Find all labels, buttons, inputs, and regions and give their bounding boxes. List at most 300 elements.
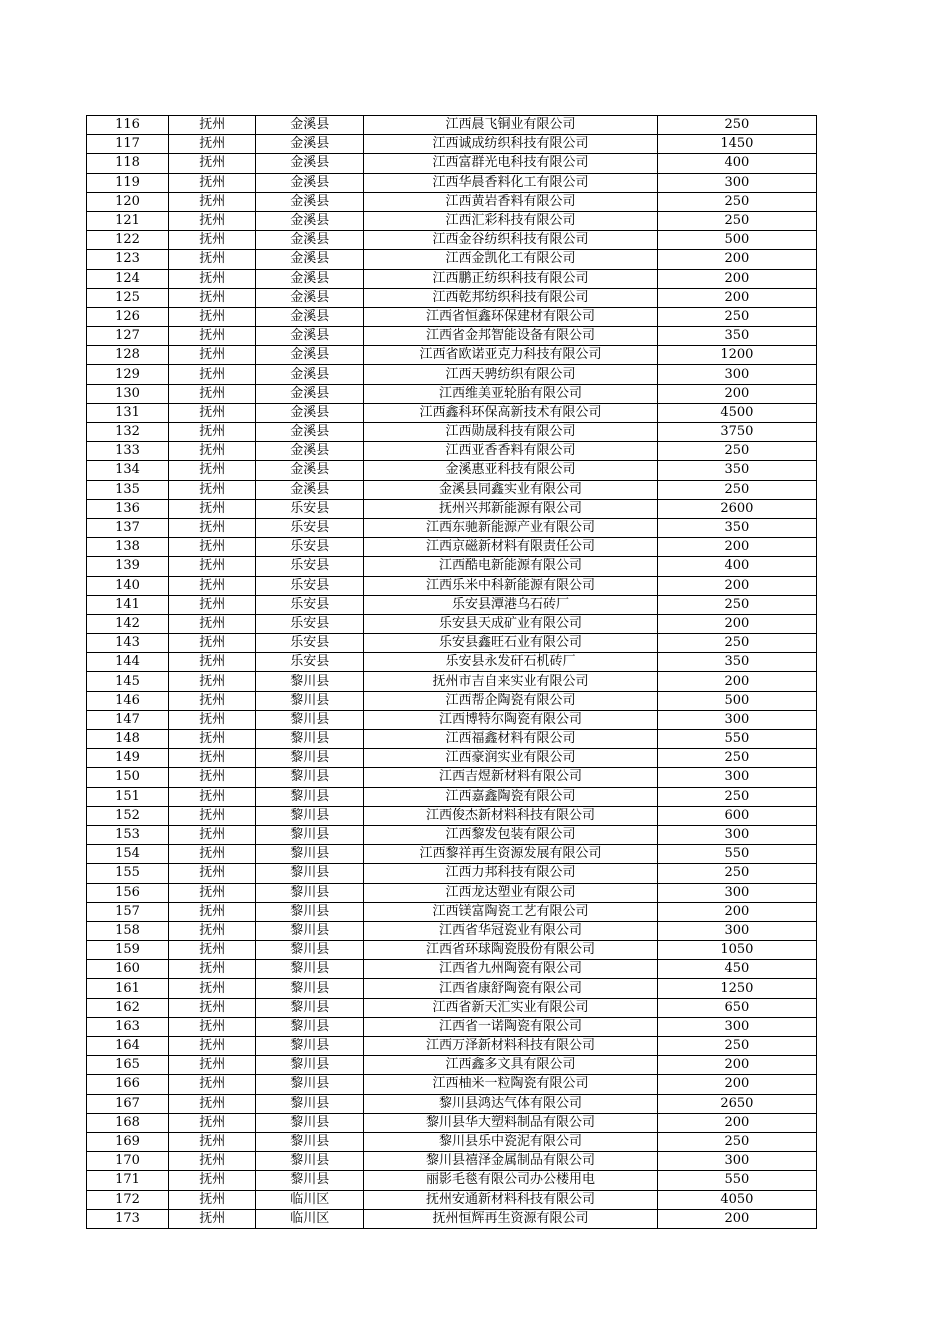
row-number-cell: 159 [87,941,169,960]
value-cell: 2650 [657,1094,816,1113]
city-cell: 抚州 [169,691,256,710]
city-cell: 抚州 [169,614,256,633]
city-cell: 抚州 [169,979,256,998]
city-cell: 抚州 [169,461,256,480]
value-cell: 250 [657,480,816,499]
company-name-cell: 金溪惠亚科技有限公司 [364,461,658,480]
company-name-cell: 江西省金邦智能设备有限公司 [364,327,658,346]
company-name-cell: 江西京磁新材料有限责任公司 [364,538,658,557]
table-row [87,941,817,960]
table-row [87,1171,817,1190]
table-row [87,730,817,749]
county-cell: 乐安县 [256,538,364,557]
value-cell: 200 [657,250,816,269]
company-name-cell: 江西嘉鑫陶瓷有限公司 [364,787,658,806]
county-cell: 黎川县 [256,864,364,883]
table-row [87,1017,817,1036]
table-row [87,691,817,710]
value-cell: 300 [657,825,816,844]
county-cell: 黎川县 [256,1152,364,1171]
company-name-cell: 江西力邦科技有限公司 [364,864,658,883]
city-cell: 抚州 [169,672,256,691]
table-row [87,576,817,595]
table-row [87,365,817,384]
table-row [87,499,817,518]
row-number-cell: 127 [87,327,169,346]
county-cell: 黎川县 [256,806,364,825]
city-cell: 抚州 [169,557,256,576]
city-cell: 抚州 [169,576,256,595]
row-number-cell: 118 [87,154,169,173]
row-number-cell: 157 [87,902,169,921]
company-name-cell: 江西福鑫材料有限公司 [364,730,658,749]
county-cell: 临川区 [256,1209,364,1228]
city-cell: 抚州 [169,902,256,921]
company-name-cell: 江西酷电新能源有限公司 [364,557,658,576]
company-name-cell: 江西勋晟科技有限公司 [364,423,658,442]
company-name-cell: 江西维美亚轮胎有限公司 [364,384,658,403]
table-row [87,1190,817,1209]
city-cell: 抚州 [169,135,256,154]
city-cell: 抚州 [169,749,256,768]
value-cell: 350 [657,518,816,537]
table-row [87,327,817,346]
city-cell: 抚州 [169,710,256,729]
company-name-cell: 江西亚香香料有限公司 [364,442,658,461]
value-cell: 1050 [657,941,816,960]
county-cell: 金溪县 [256,231,364,250]
value-cell: 300 [657,173,816,192]
value-cell: 250 [657,192,816,211]
company-name-cell: 抚州兴邦新能源有限公司 [364,499,658,518]
company-name-cell: 江西金凯化工有限公司 [364,250,658,269]
table-row [87,1113,817,1132]
row-number-cell: 132 [87,423,169,442]
table-row [87,921,817,940]
table-row [87,461,817,480]
county-cell: 黎川县 [256,787,364,806]
county-cell: 黎川县 [256,1113,364,1132]
value-cell: 350 [657,461,816,480]
row-number-cell: 119 [87,173,169,192]
value-cell: 300 [657,768,816,787]
value-cell: 200 [657,614,816,633]
city-cell: 抚州 [169,921,256,940]
value-cell: 250 [657,1037,816,1056]
table-row [87,787,817,806]
company-name-cell: 江西省一诺陶瓷有限公司 [364,1017,658,1036]
city-cell: 抚州 [169,173,256,192]
table-row [87,1132,817,1151]
value-cell: 200 [657,672,816,691]
county-cell: 乐安县 [256,634,364,653]
table-row [87,1152,817,1171]
county-cell: 临川区 [256,1190,364,1209]
city-cell: 抚州 [169,634,256,653]
table-row [87,250,817,269]
row-number-cell: 128 [87,346,169,365]
company-name-cell: 江西俊杰新材料科技有限公司 [364,806,658,825]
city-cell: 抚州 [169,518,256,537]
row-number-cell: 131 [87,403,169,422]
table-row [87,653,817,672]
company-name-cell: 江西省欧诺亚克力科技有限公司 [364,346,658,365]
company-name-cell: 江西黎发包装有限公司 [364,825,658,844]
row-number-cell: 168 [87,1113,169,1132]
value-cell: 450 [657,960,816,979]
city-cell: 抚州 [169,1075,256,1094]
city-cell: 抚州 [169,864,256,883]
row-number-cell: 122 [87,231,169,250]
city-cell: 抚州 [169,480,256,499]
city-cell: 抚州 [169,825,256,844]
value-cell: 200 [657,269,816,288]
table-row [87,538,817,557]
county-cell: 黎川县 [256,998,364,1017]
table-row [87,442,817,461]
county-cell: 金溪县 [256,403,364,422]
row-number-cell: 135 [87,480,169,499]
row-number-cell: 144 [87,653,169,672]
row-number-cell: 129 [87,365,169,384]
row-number-cell: 148 [87,730,169,749]
row-number-cell: 170 [87,1152,169,1171]
company-name-cell: 抚州恒辉再生资源有限公司 [364,1209,658,1228]
county-cell: 黎川县 [256,749,364,768]
row-number-cell: 142 [87,614,169,633]
value-cell: 300 [657,1017,816,1036]
county-cell: 金溪县 [256,442,364,461]
value-cell: 200 [657,384,816,403]
value-cell: 350 [657,327,816,346]
row-number-cell: 149 [87,749,169,768]
company-name-cell: 江西乾邦纺织科技有限公司 [364,288,658,307]
city-cell: 抚州 [169,403,256,422]
city-cell: 抚州 [169,499,256,518]
county-cell: 黎川县 [256,1037,364,1056]
city-cell: 抚州 [169,1209,256,1228]
table-row [87,883,817,902]
value-cell: 200 [657,538,816,557]
county-cell: 乐安县 [256,518,364,537]
row-number-cell: 169 [87,1132,169,1151]
row-number-cell: 147 [87,710,169,729]
row-number-cell: 137 [87,518,169,537]
table-row [87,614,817,633]
row-number-cell: 165 [87,1056,169,1075]
county-cell: 金溪县 [256,211,364,230]
value-cell: 2600 [657,499,816,518]
county-cell: 金溪县 [256,423,364,442]
city-cell: 抚州 [169,1132,256,1151]
row-number-cell: 162 [87,998,169,1017]
county-cell: 金溪县 [256,307,364,326]
table-row [87,231,817,250]
value-cell: 4050 [657,1190,816,1209]
city-cell: 抚州 [169,307,256,326]
company-name-cell: 黎川县华大塑料制品有限公司 [364,1113,658,1132]
row-number-cell: 120 [87,192,169,211]
county-cell: 黎川县 [256,1056,364,1075]
county-cell: 乐安县 [256,614,364,633]
company-name-cell: 黎川县禧泽金属制品有限公司 [364,1152,658,1171]
county-cell: 黎川县 [256,883,364,902]
company-name-cell: 江西金谷纺织科技有限公司 [364,231,658,250]
row-number-cell: 136 [87,499,169,518]
row-number-cell: 153 [87,825,169,844]
table-row [87,979,817,998]
company-name-cell: 乐安县天成矿业有限公司 [364,614,658,633]
value-cell: 300 [657,883,816,902]
row-number-cell: 141 [87,595,169,614]
company-name-cell: 江西龙达塑业有限公司 [364,883,658,902]
city-cell: 抚州 [169,1113,256,1132]
row-number-cell: 173 [87,1209,169,1228]
table-row [87,1209,817,1228]
table-row [87,806,817,825]
row-number-cell: 134 [87,461,169,480]
county-cell: 黎川县 [256,825,364,844]
value-cell: 400 [657,557,816,576]
value-cell: 4500 [657,403,816,422]
row-number-cell: 161 [87,979,169,998]
company-name-cell: 江西镁富陶瓷工艺有限公司 [364,902,658,921]
row-number-cell: 164 [87,1037,169,1056]
city-cell: 抚州 [169,288,256,307]
city-cell: 抚州 [169,1017,256,1036]
county-cell: 金溪县 [256,384,364,403]
row-number-cell: 126 [87,307,169,326]
value-cell: 1250 [657,979,816,998]
city-cell: 抚州 [169,269,256,288]
table-row [87,1037,817,1056]
company-name-cell: 江西鹏正纺织科技有限公司 [364,269,658,288]
county-cell: 黎川县 [256,730,364,749]
row-number-cell: 145 [87,672,169,691]
company-name-cell: 江西鑫科环保高新技术有限公司 [364,403,658,422]
row-number-cell: 171 [87,1171,169,1190]
row-number-cell: 124 [87,269,169,288]
value-cell: 200 [657,1209,816,1228]
county-cell: 金溪县 [256,192,364,211]
table-row [87,672,817,691]
county-cell: 金溪县 [256,135,364,154]
company-name-cell: 丽影毛毯有限公司办公楼用电 [364,1171,658,1190]
row-number-cell: 123 [87,250,169,269]
county-cell: 黎川县 [256,1094,364,1113]
value-cell: 650 [657,998,816,1017]
city-cell: 抚州 [169,442,256,461]
city-cell: 抚州 [169,998,256,1017]
value-cell: 200 [657,576,816,595]
value-cell: 300 [657,710,816,729]
company-name-cell: 江西诚成纺织科技有限公司 [364,135,658,154]
value-cell: 250 [657,787,816,806]
city-cell: 抚州 [169,192,256,211]
county-cell: 金溪县 [256,250,364,269]
value-cell: 550 [657,845,816,864]
row-number-cell: 151 [87,787,169,806]
county-cell: 黎川县 [256,691,364,710]
city-cell: 抚州 [169,1056,256,1075]
table-row [87,825,817,844]
value-cell: 600 [657,806,816,825]
company-name-cell: 乐安县潭港乌石砖厂 [364,595,658,614]
city-cell: 抚州 [169,595,256,614]
county-cell: 金溪县 [256,269,364,288]
city-cell: 抚州 [169,250,256,269]
company-name-cell: 乐安县鑫旺石业有限公司 [364,634,658,653]
county-cell: 金溪县 [256,327,364,346]
city-cell: 抚州 [169,883,256,902]
value-cell: 550 [657,730,816,749]
county-cell: 黎川县 [256,921,364,940]
company-name-cell: 金溪县同鑫实业有限公司 [364,480,658,499]
value-cell: 400 [657,154,816,173]
county-cell: 金溪县 [256,288,364,307]
city-cell: 抚州 [169,787,256,806]
row-number-cell: 116 [87,116,169,135]
company-name-cell: 江西黎祥再生资源发展有限公司 [364,845,658,864]
company-name-cell: 黎川县鸿达气体有限公司 [364,1094,658,1113]
company-name-cell: 江西晨飞铜业有限公司 [364,116,658,135]
table-row [87,1094,817,1113]
city-cell: 抚州 [169,116,256,135]
table-row [87,154,817,173]
table-row [87,1056,817,1075]
value-cell: 200 [657,1056,816,1075]
company-name-cell: 抚州市吉自来实业有限公司 [364,672,658,691]
row-number-cell: 139 [87,557,169,576]
row-number-cell: 150 [87,768,169,787]
value-cell: 200 [657,902,816,921]
company-name-cell: 江西黄岩香料有限公司 [364,192,658,211]
city-cell: 抚州 [169,365,256,384]
row-number-cell: 155 [87,864,169,883]
row-number-cell: 130 [87,384,169,403]
row-number-cell: 117 [87,135,169,154]
row-number-cell: 133 [87,442,169,461]
company-name-cell: 江西省华冠瓷业有限公司 [364,921,658,940]
city-cell: 抚州 [169,384,256,403]
company-name-cell: 江西柚米一粒陶瓷有限公司 [364,1075,658,1094]
value-cell: 250 [657,307,816,326]
city-cell: 抚州 [169,327,256,346]
value-cell: 500 [657,691,816,710]
table-row [87,480,817,499]
county-cell: 黎川县 [256,1132,364,1151]
company-name-cell: 抚州安通新材料科技有限公司 [364,1190,658,1209]
county-cell: 金溪县 [256,461,364,480]
city-cell: 抚州 [169,845,256,864]
company-table-body [87,116,817,1229]
company-name-cell: 江西富群光电科技有限公司 [364,154,658,173]
value-cell: 300 [657,921,816,940]
table-row [87,768,817,787]
county-cell: 乐安县 [256,595,364,614]
county-cell: 黎川县 [256,768,364,787]
company-name-cell: 江西华晨香料化工有限公司 [364,173,658,192]
row-number-cell: 143 [87,634,169,653]
row-number-cell: 154 [87,845,169,864]
company-table [86,115,817,1229]
city-cell: 抚州 [169,1152,256,1171]
table-row [87,1075,817,1094]
row-number-cell: 163 [87,1017,169,1036]
table-row [87,211,817,230]
county-cell: 金溪县 [256,480,364,499]
value-cell: 200 [657,288,816,307]
table-row [87,864,817,883]
county-cell: 金溪县 [256,346,364,365]
city-cell: 抚州 [169,1171,256,1190]
row-number-cell: 125 [87,288,169,307]
table-row [87,595,817,614]
city-cell: 抚州 [169,538,256,557]
company-name-cell: 江西东驰新能源产业有限公司 [364,518,658,537]
value-cell: 250 [657,595,816,614]
company-name-cell: 江西博特尔陶瓷有限公司 [364,710,658,729]
county-cell: 黎川县 [256,710,364,729]
row-number-cell: 138 [87,538,169,557]
row-number-cell: 172 [87,1190,169,1209]
city-cell: 抚州 [169,960,256,979]
city-cell: 抚州 [169,1190,256,1209]
company-name-cell: 江西鑫多文具有限公司 [364,1056,658,1075]
city-cell: 抚州 [169,423,256,442]
city-cell: 抚州 [169,730,256,749]
company-name-cell: 江西省环球陶瓷股份有限公司 [364,941,658,960]
value-cell: 200 [657,1113,816,1132]
value-cell: 200 [657,1075,816,1094]
value-cell: 250 [657,749,816,768]
county-cell: 乐安县 [256,653,364,672]
city-cell: 抚州 [169,768,256,787]
county-cell: 黎川县 [256,845,364,864]
county-cell: 黎川县 [256,960,364,979]
county-cell: 黎川县 [256,1017,364,1036]
company-name-cell: 江西万泽新材料科技有限公司 [364,1037,658,1056]
table-row [87,173,817,192]
company-name-cell: 江西省九州陶瓷有限公司 [364,960,658,979]
company-name-cell: 乐安县永发矸石机砖厂 [364,653,658,672]
company-name-cell: 黎川县乐中瓷泥有限公司 [364,1132,658,1151]
table-row [87,307,817,326]
table-row [87,403,817,422]
company-name-cell: 江西汇彩科技有限公司 [364,211,658,230]
row-number-cell: 146 [87,691,169,710]
row-number-cell: 121 [87,211,169,230]
table-row [87,845,817,864]
table-row [87,269,817,288]
value-cell: 550 [657,1171,816,1190]
company-name-cell: 江西吉煜新材料有限公司 [364,768,658,787]
table-row [87,902,817,921]
company-name-cell: 江西天骋纺织有限公司 [364,365,658,384]
value-cell: 1200 [657,346,816,365]
value-cell: 250 [657,442,816,461]
county-cell: 黎川县 [256,979,364,998]
city-cell: 抚州 [169,941,256,960]
table-row [87,384,817,403]
city-cell: 抚州 [169,1037,256,1056]
row-number-cell: 140 [87,576,169,595]
city-cell: 抚州 [169,1094,256,1113]
company-name-cell: 江西省康舒陶瓷有限公司 [364,979,658,998]
value-cell: 350 [657,653,816,672]
county-cell: 黎川县 [256,902,364,921]
value-cell: 1450 [657,135,816,154]
